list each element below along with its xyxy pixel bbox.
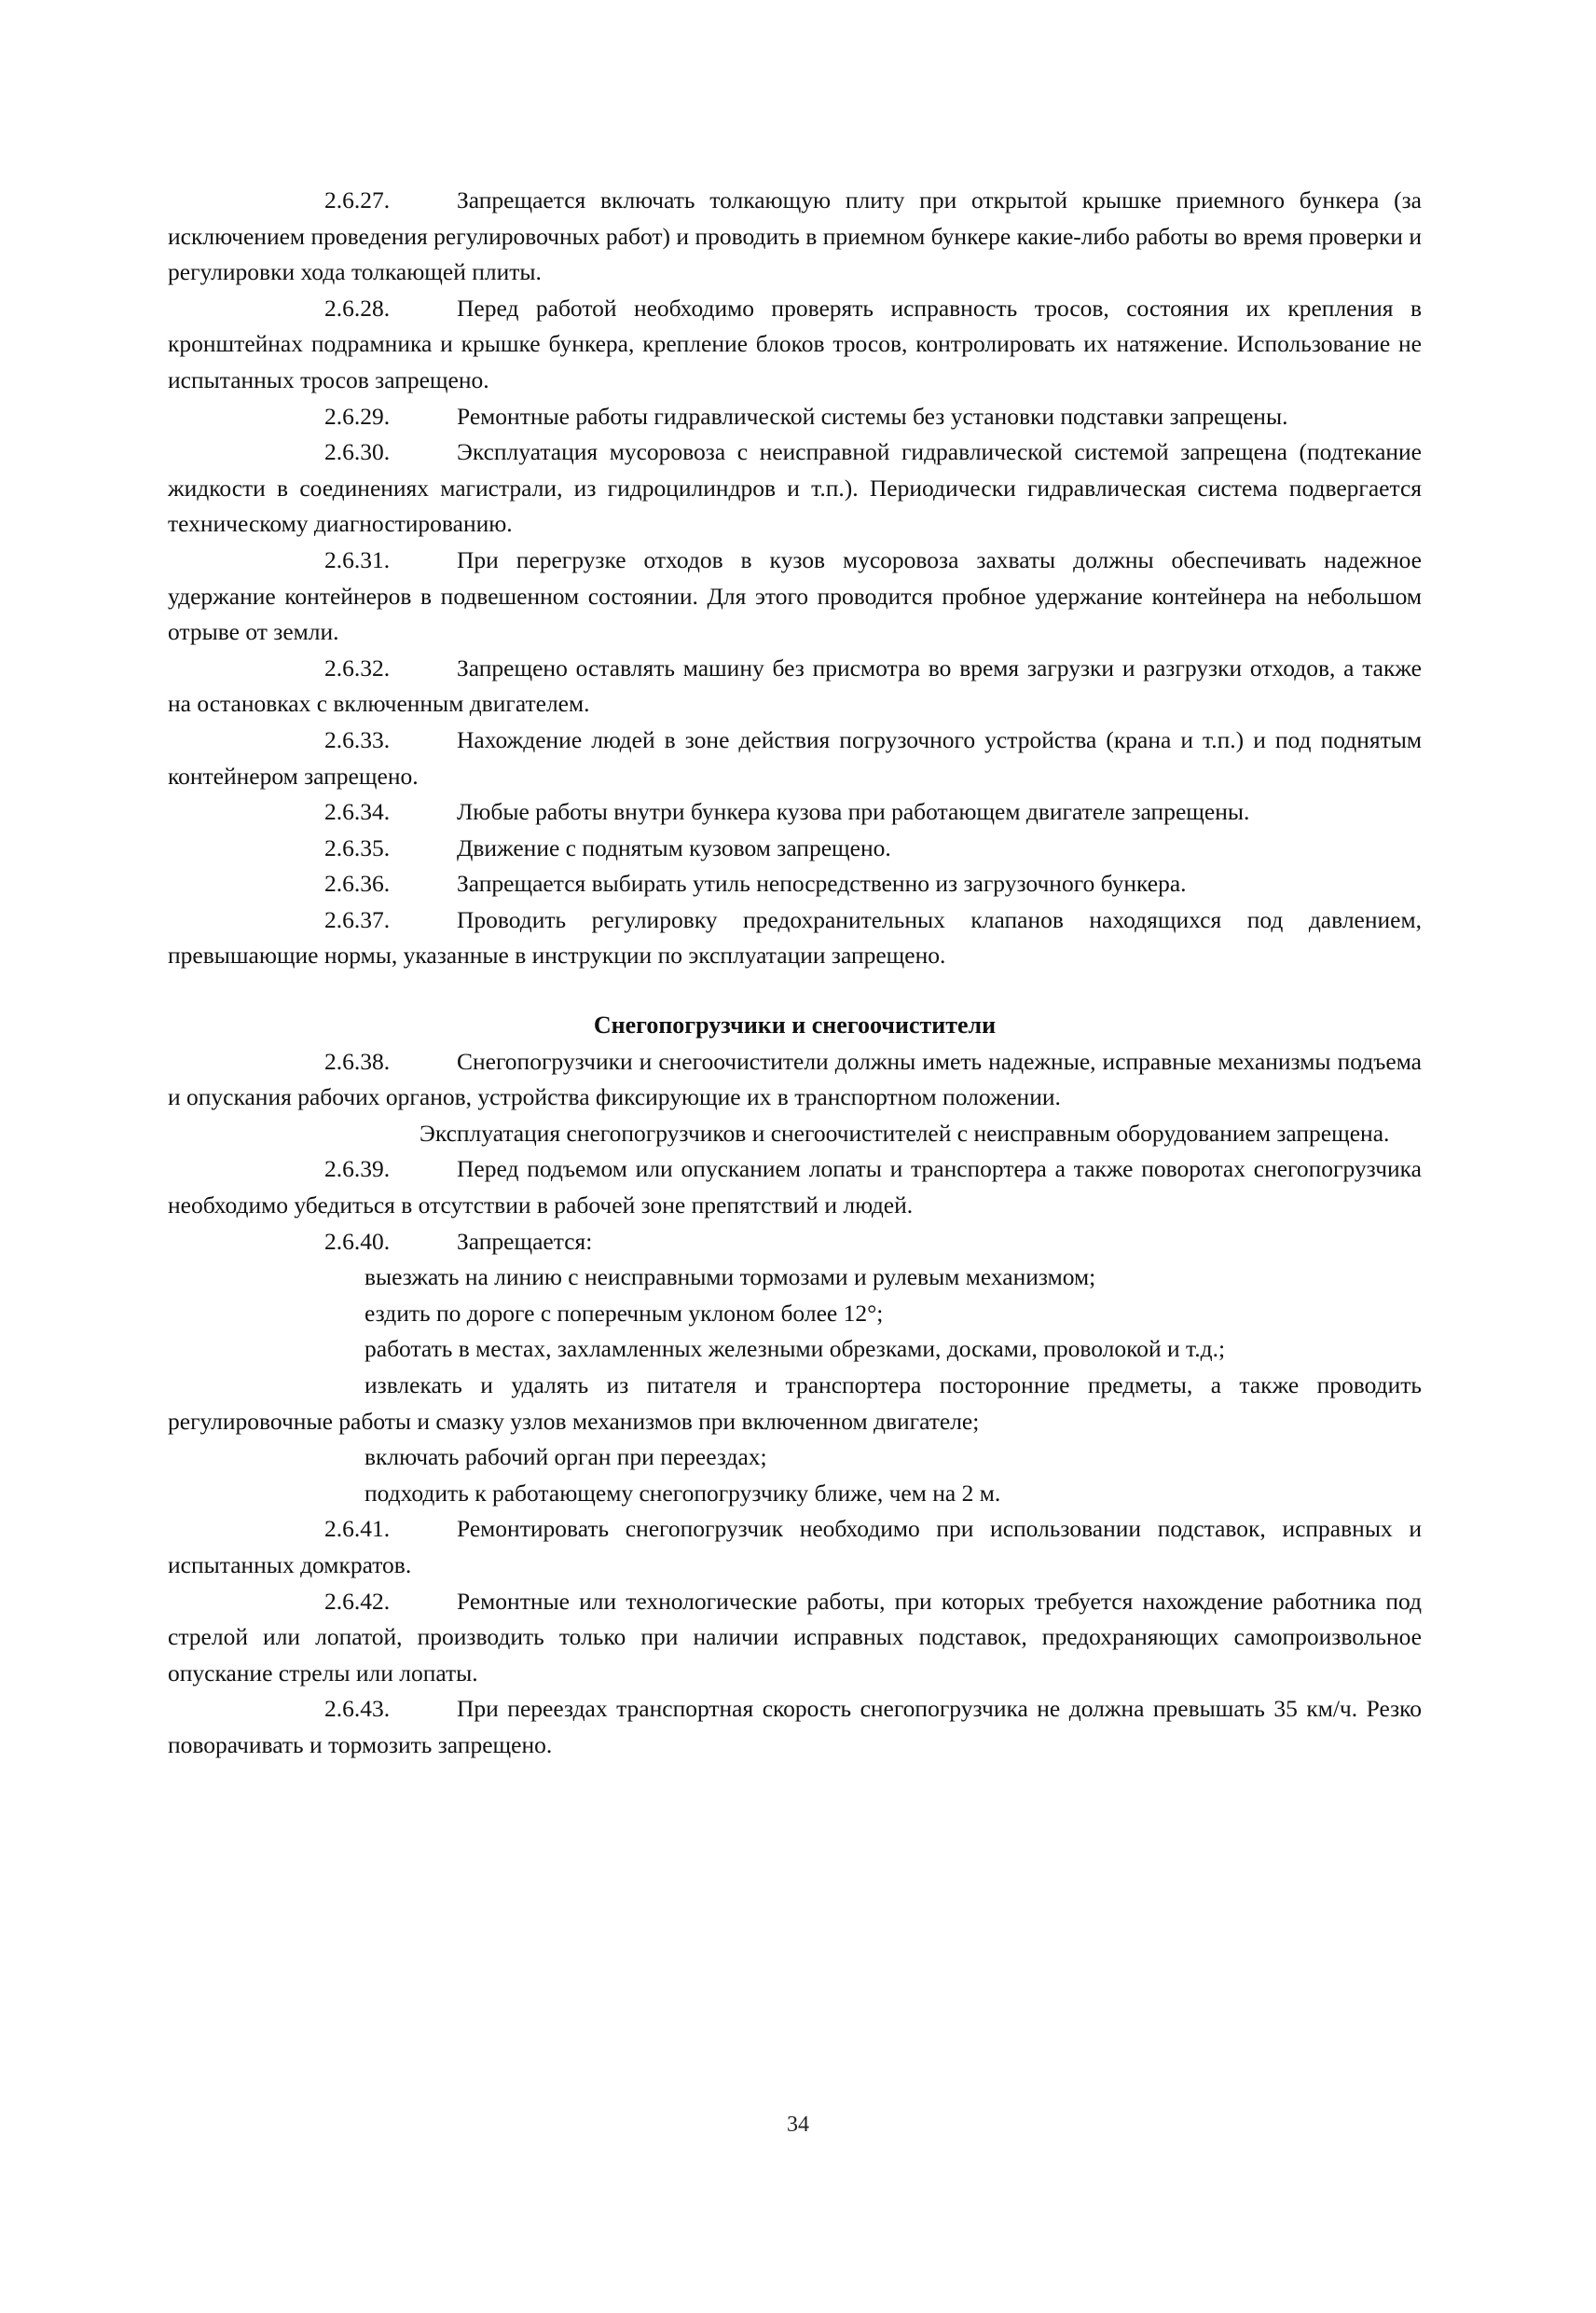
document-body bbox=[168, 183, 1422, 1764]
clause-number: 2.6.41. bbox=[324, 1515, 391, 1543]
clause-number: 2.6.32. bbox=[324, 654, 391, 682]
clause-2-6-28 bbox=[168, 291, 1422, 399]
clause-text: Движение с поднятым кузовом запрещено. bbox=[457, 833, 891, 861]
clause-text: Запрещено оставлять машину без присмотра во время загрузки и разгрузки отходов, а также на остановках с включенным двигателем. bbox=[168, 654, 1422, 718]
clause-number: 2.6.34. bbox=[324, 798, 391, 826]
clause-2-6-36 bbox=[168, 866, 1422, 902]
clause-text: Перед подъемом или опусканием лопаты и транспортера а также поворотах снегопогрузчика необходимо убедиться в отсутствии в рабочей зоне препятствий и людей. bbox=[168, 1155, 1422, 1219]
clause-number: 2.6.42. bbox=[324, 1587, 391, 1615]
clause-number: 2.6.33. bbox=[324, 725, 391, 753]
clause-2-6-35 bbox=[168, 831, 1422, 867]
prohibition-item: ездить по дороге с поперечным уклоном более 12°; bbox=[365, 1299, 884, 1327]
clause-text: Запрещается: bbox=[457, 1227, 593, 1255]
clause-2-6-27 bbox=[168, 183, 1422, 291]
clause-number: 2.6.40. bbox=[324, 1227, 391, 1255]
clause-text: Любые работы внутри бункера кузова при работающем двигателе запрещены. bbox=[457, 798, 1250, 826]
clause-text: Ремонтировать снегопогрузчик необходимо при использовании подставок, исправных и испытанных домкратов. bbox=[168, 1515, 1422, 1578]
clause-number: 2.6.29. bbox=[324, 402, 391, 430]
clause-text: Запрещается выбирать утиль непосредственно из загрузочного бункера. bbox=[457, 870, 1187, 898]
page-number: 34 bbox=[787, 2113, 809, 2137]
clause-number: 2.6.35. bbox=[324, 833, 391, 861]
clause-number: 2.6.28. bbox=[324, 294, 391, 322]
clause-2-6-38 bbox=[168, 1044, 1422, 1116]
clause-number: 2.6.39. bbox=[324, 1155, 391, 1183]
clause-text: Ремонтные работы гидравлической системы без установки подставки запрещены. bbox=[457, 402, 1288, 430]
clause-2-6-34 bbox=[168, 794, 1422, 831]
clause-2-6-40 bbox=[168, 1224, 1422, 1260]
clause-text: При перегрузке отходов в кузов мусоровоза захваты должны обеспечивать надежное удержание контейнеров в подвешенном состоянии. Для этого проводится пробное удержание контейнера на небольшом отрыве от земли. bbox=[168, 545, 1422, 646]
clause-number: 2.6.36. bbox=[324, 870, 391, 898]
clause-2-6-37 bbox=[168, 902, 1422, 974]
clause-2-6-30 bbox=[168, 434, 1422, 543]
prohibition-item: выезжать на линию с неисправными тормозами и рулевым механизмом; bbox=[365, 1263, 1096, 1291]
prohibition-item: подходить к работающему снегопогрузчику ближе, чем на 2 м. bbox=[365, 1479, 1001, 1507]
clause-text: Эксплуатация мусоровоза с неисправной гидравлической системой запрещена (подтекание жидкости в соединениях магистрали, из гидроцилиндров и т.п.). Периодически гидравлическая система подвергается техническому диагностированию. bbox=[168, 438, 1422, 538]
clause-number: 2.6.38. bbox=[324, 1047, 391, 1075]
clause-number: 2.6.43. bbox=[324, 1695, 391, 1723]
section-title: Снегопогрузчики и снегоочистители bbox=[593, 1012, 997, 1039]
clause-text: Запрещается включать толкающую плиту при открытой крышке приемного бункера (за исключением проведения регулировочных работ) и проводить в приемном бункере какие-либо работы во время проверки и регулировки хода толкающей плиты. bbox=[168, 186, 1422, 286]
prohibition-item: работать в местах, захламленных железными обрезками, досками, проволокой и т.д.; bbox=[365, 1335, 1226, 1363]
clause-text: Проводить регулировку предохранительных клапанов находящихся под давлением, превышающие нормы, указанные в инструкции по эксплуатации запрещено. bbox=[168, 905, 1422, 970]
clause-number: 2.6.31. bbox=[324, 545, 391, 573]
clause-2-6-33 bbox=[168, 723, 1422, 794]
clause-2-6-43 bbox=[168, 1691, 1422, 1763]
clause-2-6-29 bbox=[168, 399, 1422, 435]
clause-text: Перед работой необходимо проверять исправность тросов, состояния их крепления в кронштейнах подрамника и крышке бункера, крепление блоков тросов, контролировать их натяжение. Использование не испытанных тросов запрещено. bbox=[168, 294, 1422, 393]
clause-text: При переездах транспортная скорость снегопогрузчика не должна превышать 35 км/ч. Резко поворачивать и тормозить запрещено. bbox=[168, 1695, 1422, 1758]
clause-number: 2.6.30. bbox=[324, 438, 391, 466]
clause-2-6-41 bbox=[168, 1511, 1422, 1583]
clause-2-6-32 bbox=[168, 651, 1422, 723]
clause-2-6-31 bbox=[168, 543, 1422, 651]
clause-text: Снегопогрузчики и снегоочистители должны иметь надежные, исправные механизмы подъема и опускания рабочих органов, устройства фиксирующие их в транспортном положении. bbox=[168, 1047, 1422, 1111]
prohibition-item: включать рабочий орган при переездах; bbox=[365, 1443, 767, 1471]
clause-2-6-42 bbox=[168, 1584, 1422, 1692]
clause-2-6-39 bbox=[168, 1151, 1422, 1223]
clause-number: 2.6.37. bbox=[324, 905, 391, 933]
prohibition-item: извлекать и удалять из питателя и транспортера посторонние предметы, а также проводить регулировочные работы и смазку узлов механизмов при включенном двигателе; bbox=[168, 1371, 1422, 1435]
clause-number: 2.6.27. bbox=[324, 186, 391, 213]
clause-text: Нахождение людей в зоне действия погрузочного устройства (крана и т.п.) и под поднятым контейнером запрещено. bbox=[168, 725, 1422, 790]
clause-text: Ремонтные или технологические работы, при которых требуется нахождение работника под стрелой или лопатой, производить только при наличии исправных подставок, предохраняющих самопроизвольное опускание стрелы или лопаты. bbox=[168, 1587, 1422, 1687]
clause-2-6-38-addendum: Эксплуатация снегопогрузчиков и снегоочистителей с неисправным оборудованием запрещена. bbox=[420, 1119, 1390, 1147]
